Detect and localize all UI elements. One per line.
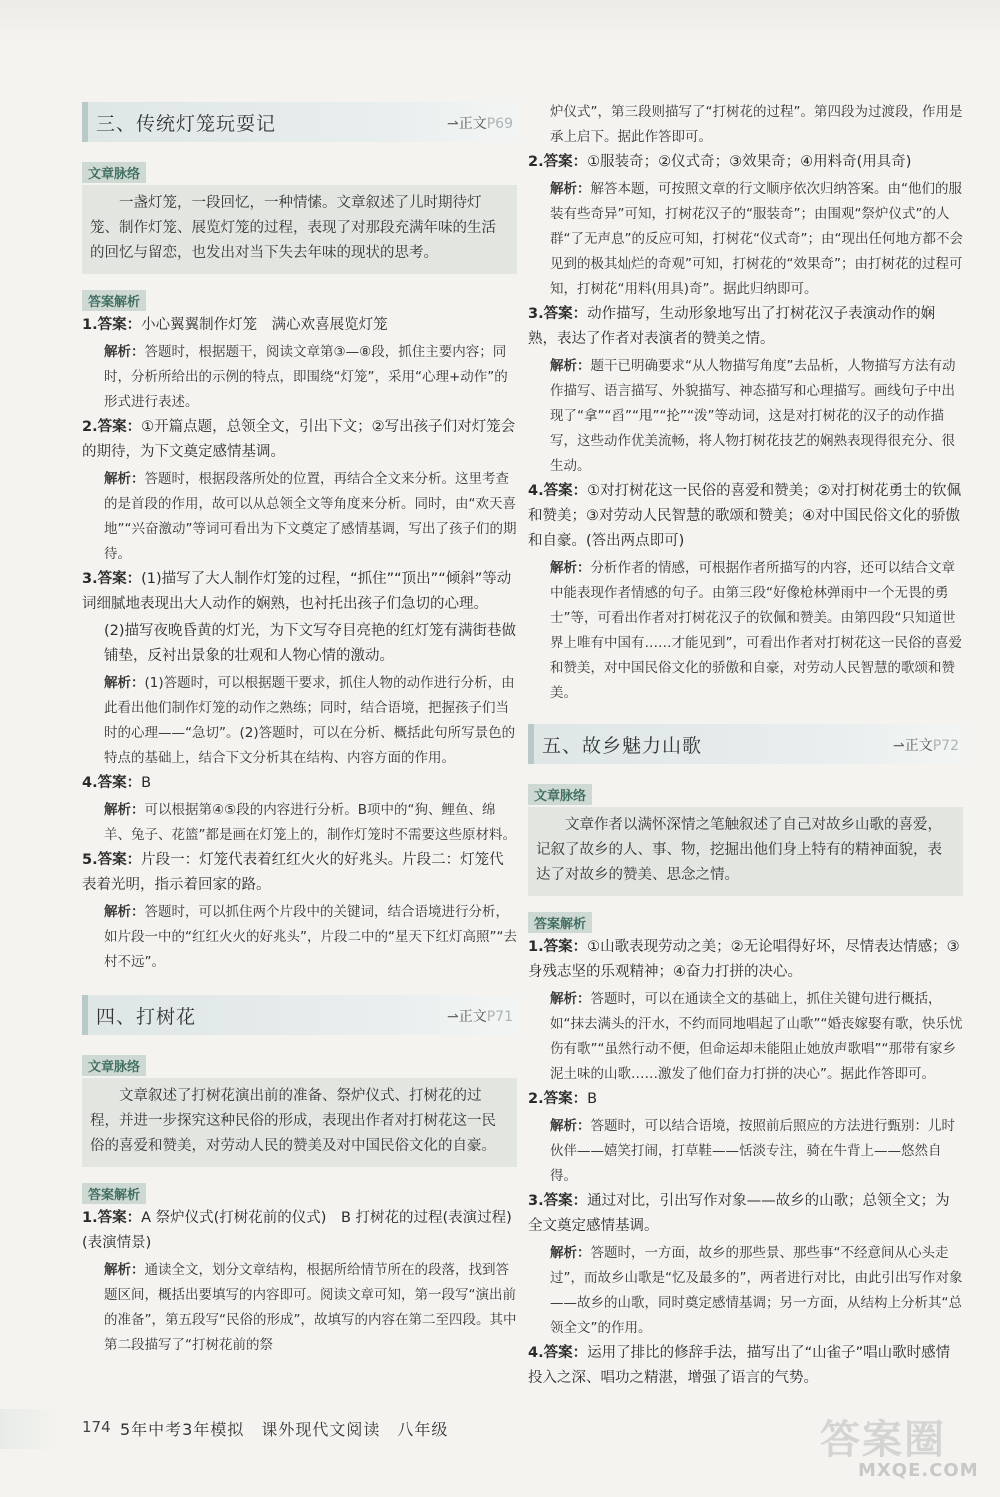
answer-item	[528, 1087, 963, 1112]
explanation	[82, 1258, 517, 1358]
answer-text: 片段一：灯笼代表着红红火火的好兆头。片段二：灯笼代表着光明，指示着回家的路。	[82, 852, 504, 893]
ref-label: 正文	[458, 116, 487, 132]
answer-text: ①对打树花这一民俗的喜爱和赞美；②对打树花勇士的钦佩和赞美；③对劳动人民智慧的歌颂和赞美；④对中国民俗文化的骄傲和自豪。(答出两点即可)	[528, 483, 962, 549]
watermark-text: 答案圈	[820, 1417, 946, 1463]
answer-item	[528, 302, 963, 352]
tag-answers: 答案解析	[528, 912, 592, 933]
explanation-text: (1)答题时，可以根据题干要求，抓住人物的动作进行分析，由此看出他们制作灯笼的动作之熟练；同时，结合语境，把握孩子们当时的心理——“急切”。(2)答题时，可以在分析、概括此句所写景色的特点的基础上，结合下文分析其在结构、内容方面的作用。	[104, 675, 516, 766]
q-number: 3.	[528, 1193, 544, 1209]
tag-structure: 文章脉络	[528, 784, 592, 805]
answer-item	[82, 567, 517, 617]
tag-answers: 答案解析	[82, 1183, 146, 1204]
arrow-icon: ⇀	[893, 738, 905, 754]
explanation-continued: 炉仪式”，第三段则描写了“打树花的过程”。第四段为过渡段，作用是承上启下。据此作答即可。	[550, 104, 963, 145]
explanation	[528, 1114, 963, 1189]
answer-text: B	[141, 775, 152, 791]
summary: 文章作者以满怀深情之笔触叙述了自己对故乡山歌的喜爱，记叙了故乡的人、事、物，挖掘出他们身上特有的精神面貌，表达了对故乡的赞美、思念之情。	[528, 807, 963, 896]
explanation-label: 解析：	[104, 1262, 145, 1278]
explanation-text: 可以根据第④⑤段的内容进行分析。B项中的“狗、鲤鱼、绵羊、兔子、花篮”都是画在灯笼上的，制作灯笼时不需要这些原材料。	[104, 802, 516, 843]
explanation	[82, 340, 517, 415]
answer-text: 小心翼翼制作灯笼 满心欢喜展览灯笼	[141, 317, 388, 333]
ref-page: P71	[486, 1009, 513, 1025]
answer-text: ①山歌表现劳动之美；②无论唱得好坏，尽情表达情感；③身残志坚的乐观精神；④奋力打拼的决心。	[528, 939, 960, 980]
section-title: 五、故乡魅力山歌	[542, 735, 703, 757]
q-number: 5.	[82, 852, 98, 868]
explanation-label: 解析：	[550, 1118, 591, 1134]
section-header-3	[82, 102, 517, 142]
right-column	[528, 100, 963, 1393]
explanation	[528, 987, 963, 1087]
answer-item	[528, 150, 963, 175]
summary: 文章叙述了打树花演出前的准备、祭炉仪式、打树花的过程，并进一步探究这种民俗的形成，表现出作者对打树花这一民俗的喜爱和赞美，对劳动人民的赞美及对中国民俗文化的自豪。	[82, 1078, 517, 1167]
q-number: 2.	[528, 154, 544, 170]
explanation	[82, 671, 517, 771]
tag-answers: 答案解析	[82, 290, 146, 311]
answer-item	[528, 935, 963, 985]
book-title: 5年中考3年模拟 课外现代文阅读 八年级	[120, 1420, 449, 1439]
summary: 一盏灯笼，一段回忆，一种情愫。文章叙述了儿时期待灯笼、制作灯笼、展览灯笼的过程，表现了对那段充满年味的生活的回忆与留恋，也发出对当下失去年味的现状的思考。	[82, 185, 517, 274]
page-number: 174	[82, 1418, 111, 1436]
explanation	[528, 1241, 963, 1341]
q-number: 2.	[528, 1091, 544, 1107]
explanation-text: 答题时，可以结合语境，按照前后照应的方法进行甄别：儿时伙伴——嬉笑打闹，打草鞋——恬淡专注，骑在牛背上——悠然自得。	[550, 1118, 955, 1184]
explanation-label: 解析：	[104, 675, 145, 691]
section-title: 三、传统灯笼玩耍记	[96, 113, 277, 135]
answer-label: 答案：	[97, 419, 142, 435]
ref-label: 正文	[458, 1009, 487, 1025]
q-number: 1.	[82, 1210, 98, 1226]
answer-text: 运用了排比的修辞手法，描写出了“山雀子”唱山歌时感情投入之深、唱功之精湛，增强了语言的气势。	[528, 1345, 951, 1386]
ref-page: P69	[486, 116, 513, 132]
answer-text-2: (2)描写夜晚昏黄的灯光，为下文写夺目亮艳的红灯笼有满街巷做铺垫，反衬出景象的壮观和人物心情的激动。	[104, 623, 517, 664]
explanation	[528, 177, 963, 302]
q-number: 1.	[528, 939, 544, 955]
explanation-label: 解析：	[550, 181, 591, 197]
explanation-text: 答题时，可以抓住两个片段中的关键词，结合语境进行分析，如片段一中的“红红火火的好兆头”，片段二中的“星天下红灯高照”“去村不远”。	[104, 904, 517, 970]
explanation-text: 题干已明确要求“从人物描写角度”去品析，人物描写方法有动作描写、语言描写、外貌描写、神态描写和心理描写。画线句子中出现了“拿”“舀”“甩”“抡”“泼”等动词，这是对打树花的汉子的动作描写，这些动作优美流畅，将人物打树花技艺的娴熟表现得很充分、很生动。	[550, 358, 956, 474]
section-page-ref[interactable]	[893, 735, 959, 755]
q-number: 4.	[528, 1345, 544, 1361]
answer-item	[528, 1341, 963, 1391]
explanation-text: 分析作者的情感，可根据作者所描写的内容，还可以结合文章中能表现作者情感的句子。由第三段“好像枪林弹雨中一个无畏的勇士”等，可看出作者对打树花汉子的钦佩和赞美。由第四段“只知道世界上唯有中国有……才能见到”，可看出作者对打树花这一民俗的喜爱和赞美，对中国民俗文化的骄傲和自豪，对劳动人民智慧的歌颂和赞美。	[550, 560, 962, 701]
explanation	[82, 467, 517, 567]
answer-text: 通过对比，引出写作对象——故乡的山歌；总领全文；为全文奠定感情基调。	[528, 1193, 950, 1234]
explanation-text: 答题时，可以在通读全文的基础上，抓住关键句进行概括，如“抹去满头的汗水，不约而同地唱起了山歌”“婚丧嫁娶有歌，快乐忧伤有歌”“虽然行动不便，但命运却未能阻止她放声歌唱”“那带有家乡泥土味的山歌……激发了他们奋力打拼的决心”。据此作答即可。	[550, 991, 963, 1082]
answer-text: A 祭炉仪式(打树花前的仪式) B 打树花的过程(表演过程)(表演情景)	[82, 1210, 512, 1251]
top-edge	[0, 0, 1000, 40]
explanation-text: 答题时，根据段落所处的位置，再结合全文来分析。这里考查的是首段的作用，故可以从总领全文等角度来分析。同时，由“欢天喜地”“兴奋激动”等词可看出为下文奠定了感情基调，写出了孩子们的期待。	[104, 471, 517, 562]
q-number: 3.	[82, 571, 98, 587]
q-number: 1.	[82, 317, 98, 333]
explanation-label: 解析：	[550, 560, 591, 576]
left-column	[82, 96, 517, 1358]
explanation-label: 解析：	[550, 358, 591, 374]
explanation-label: 解析：	[550, 1245, 591, 1261]
section-header-5	[528, 724, 963, 764]
watermark-logo	[820, 1408, 985, 1488]
section-page-ref[interactable]	[447, 113, 513, 133]
answer-item	[528, 479, 963, 554]
answer-label: 答案：	[97, 1210, 142, 1226]
answer-item	[528, 1189, 963, 1239]
answer-label: 答案：	[543, 1091, 588, 1107]
explanation-label: 解析：	[550, 991, 591, 1007]
watermark-url: MXQE.COM	[858, 1460, 979, 1481]
answer-item	[82, 771, 517, 796]
answer-label: 答案：	[543, 1345, 588, 1361]
answer-label: 答案：	[543, 483, 588, 499]
answer-label: 答案：	[543, 939, 588, 955]
answer-label: 答案：	[97, 571, 142, 587]
answer-label: 答案：	[97, 775, 142, 791]
answer-item	[82, 1206, 517, 1256]
q-number: 4.	[82, 775, 98, 791]
section-title: 四、打树花	[96, 1006, 197, 1028]
explanation-text: 答题时，一方面，故乡的那些景、那些事“不经意间从心头走过”，而故乡山歌是“忆及最多的”，两者进行对比，由此引出写作对象——故乡的山歌，同时奠定感情基调；另一方面，从结构上分析其“总领全文”的作用。	[550, 1245, 963, 1336]
answer-text: B	[587, 1091, 598, 1107]
explanation-text: 通读全文，划分文章结构，根据所给情节所在的段落，找到答题区间，概括出要填写的内容即可。阅读文章可知，第一段写“演出前的准备”，第五段写“民俗的形成”，故填写的内容在第二至四段。其中第二段描写了“打树花前的祭	[104, 1262, 517, 1353]
answer-label: 答案：	[543, 154, 588, 170]
answer-item	[82, 415, 517, 465]
tag-structure: 文章脉络	[82, 1055, 146, 1076]
q-number: 4.	[528, 483, 544, 499]
explanation	[528, 354, 963, 479]
ref-label: 正文	[904, 738, 933, 754]
explanation	[528, 556, 963, 706]
answer-text: 动作描写，生动形象地写出了打树花汉子表演动作的娴熟，表达了作者对表演者的赞美之情。	[528, 306, 936, 347]
tag-structure: 文章脉络	[82, 162, 146, 183]
explanation-text: 答题时，根据题干，阅读文章第③—⑧段，抓住主要内容；同时，分析所给出的示例的特点，即围绕“灯笼”，采用“心理+动作”的形式进行表述。	[104, 344, 508, 410]
ref-page: P72	[932, 738, 959, 754]
section-header-4	[82, 995, 517, 1035]
explanation-label: 解析：	[104, 344, 145, 360]
answer-label: 答案：	[543, 306, 588, 322]
answer-item	[82, 848, 517, 898]
q-number: 3.	[528, 306, 544, 322]
arrow-icon: ⇀	[447, 116, 459, 132]
explanation-label: 解析：	[104, 471, 145, 487]
explanation-label: 解析：	[104, 904, 145, 920]
explanation	[82, 900, 517, 975]
answer-text: (1)描写了大人制作灯笼的过程，“抓住”“顶出”“倾斜”等动词细腻地表现出大人动作的娴熟，也衬托出孩子们急切的心理。	[82, 571, 512, 612]
answer-text: ①服装奇；②仪式奇；③效果奇；④用料奇(用具奇)	[587, 154, 912, 170]
answer-item	[82, 313, 517, 338]
section-page-ref[interactable]	[447, 1006, 513, 1026]
answer-text: ①开篇点题，总领全文，引出下文；②写出孩子们对灯笼会的期待，为下文奠定感情基调。	[82, 419, 516, 460]
explanation	[82, 798, 517, 848]
q-number: 2.	[82, 419, 98, 435]
answer-label: 答案：	[97, 852, 142, 868]
explanation-text: 解答本题，可按照文章的行文顺序依次归纳答案。由“他们的服装有些奇异”可知，打树花汉子的“服装奇”；由围观“祭炉仪式”的人群“了无声息”的反应可知，打树花“仪式奇”；由“现出任何地方都不会见到的极其灿烂的奇观”可知，打树花的“效果奇”；由打树花的过程可知，打树花“用料(用具)奇”。据此归纳即可。	[550, 181, 963, 297]
explanation-label: 解析：	[104, 802, 145, 818]
footer-bar	[0, 1409, 60, 1449]
answer-label: 答案：	[97, 317, 142, 333]
arrow-icon: ⇀	[447, 1009, 459, 1025]
answer-label: 答案：	[543, 1193, 588, 1209]
